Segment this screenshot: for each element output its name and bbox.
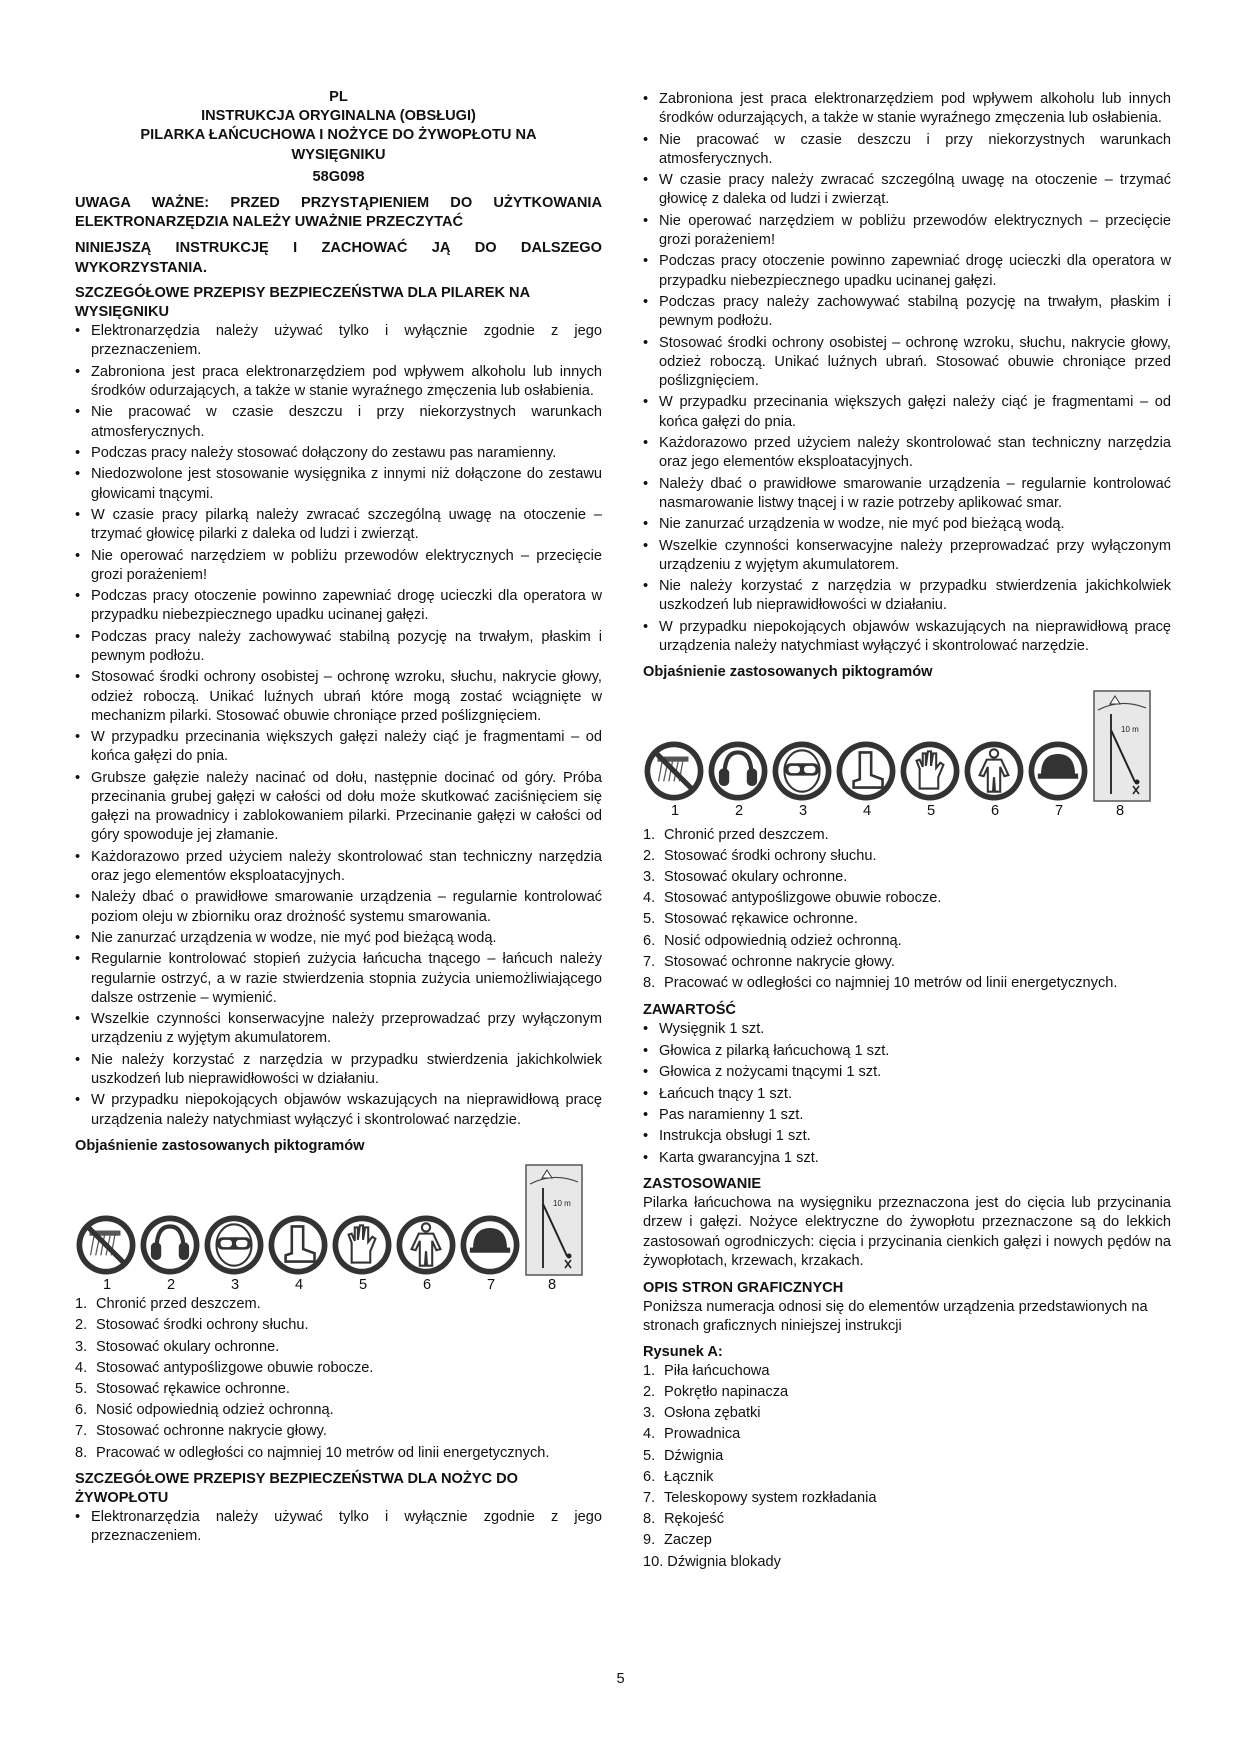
ear-protection-icon <box>707 740 769 802</box>
list-item: • Każdorazowo przed użyciem należy skontrolować stan techniczny narzędzia oraz jego elementów eksploatacyjnych. <box>643 434 1171 472</box>
hedge-safety-list-start <box>75 1508 602 1546</box>
list-item: 4. Stosować antypoślizgowe obuwie robocze. <box>643 890 942 907</box>
list-item: • Elektronarzędzia należy używać tylko i wyłącznie zgodnie z jego przeznaczeniem. <box>75 1508 602 1546</box>
list-item: • Należy dbać o prawidłowe smarowanie urządzenia – regularnie kontrolować nasmarowanie listwy tnącej i w razie potrzeby aplikować smar. <box>643 475 1171 513</box>
list-item: • W czasie pracy pilarką należy zwracać szczególną uwagę na otoczenie – trzymać głowicę pilarki z daleka od ludzi i zwierząt. <box>75 506 602 544</box>
pictograms-heading: Objaśnienie zastosowanych piktogramów <box>75 1137 365 1154</box>
list-item: • Wszelkie czynności konserwacyjne należy przeprowadzać przy wyłączonym urządzeniu z wyjętym akumulatorem. <box>75 1010 602 1048</box>
protective-suit-icon <box>395 1214 457 1276</box>
pictogram-number: 8 <box>547 1276 557 1293</box>
list-item: 6. Łącznik <box>643 1468 714 1485</box>
list-item: • Podczas pracy należy zachowywać stabilną pozycję na trwałym, płaskim i pewnym podłożu. <box>75 628 602 666</box>
list-item: • Podczas pracy otoczenie powinno zapewniać drogę ucieczki dla operatora w przypadku niebezpiecznego upadku ucinanej gałęzi. <box>643 252 1171 290</box>
list-item: 8. Pracować w odległości co najmniej 10 metrów od linii energetycznych. <box>75 1444 550 1461</box>
list-item: 7. Stosować ochronne nakrycie głowy. <box>75 1423 327 1440</box>
list-item: • Instrukcja obsługi 1 szt. <box>643 1127 1171 1146</box>
contents-list <box>643 1020 1171 1168</box>
list-item: • Pas naramienny 1 szt. <box>643 1106 1171 1125</box>
list-item: 2. Pokrętło napinacza <box>643 1383 789 1400</box>
list-item: • W przypadku przecinania większych gałęzi należy ciąć je fragmentami – od końca gałęzi do pnia. <box>643 393 1171 431</box>
list-item: 2. Stosować środki ochrony słuchu. <box>643 847 877 864</box>
saw-safety-list <box>75 322 602 1130</box>
list-item: • Regularnie kontrolować stopień zużycia łańcucha tnącego – łańcuch należy regularnie ostrzyć, a w razie stwierdzenia stopnia zużycia uniemożliwiającego dalsze ostrzenie – wymienić. <box>75 950 602 1008</box>
list-item: • W przypadku przecinania większych gałęzi należy ciąć je fragmentami – od końca gałęzi do pnia. <box>75 728 602 766</box>
figure-parts-list <box>643 1362 1171 1572</box>
right-column <box>643 90 1171 1574</box>
pictogram-number: 2 <box>166 1276 176 1293</box>
power-line-distance-icon <box>1093 690 1151 802</box>
list-item: • W czasie pracy należy zwracać szczególną uwagę na otoczenie – trzymać głowicę z daleka od ludzi i zwierząt. <box>643 171 1171 209</box>
pictogram-number: 7 <box>1054 803 1064 820</box>
list-item: • Stosować środki ochrony osobistej – ochronę wzroku, słuchu, nakrycie głowy, odzież roboczą. Unikać luźnych ubrań. Stosować obuwie chroniące przed poślizgnięciem. <box>643 334 1171 392</box>
list-item: 3. Stosować okulary ochronne. <box>643 868 848 885</box>
pictogram-strip <box>75 1164 602 1295</box>
pictogram-number: 1 <box>670 803 680 820</box>
pictogram-number: 4 <box>862 803 872 820</box>
list-item: • Wszelkie czynności konserwacyjne należy przeprowadzać przy wyłączonym urządzeniu z wyjętym akumulatorem. <box>643 537 1171 575</box>
list-item: 1. Piła łańcuchowa <box>643 1362 770 1379</box>
pictogram-number: 3 <box>230 1276 240 1293</box>
list-item: • Zabroniona jest praca elektronarzędziem pod wpływem alkoholu lub innych środków odurzających, a także w stanie wyraźnego zmęczenia lub osłabienia. <box>643 90 1171 128</box>
usage-heading: ZASTOSOWANIE <box>643 1175 762 1192</box>
no-rain-icon <box>643 740 705 802</box>
pictogram-number: 8 <box>1115 803 1125 820</box>
product-title-cont: WYSIĘGNIKU <box>291 146 386 163</box>
list-item: • Zabroniona jest praca elektronarzędziem pod wpływem alkoholu lub innych środków odurzających, a także w stanie wyraźnego zmęczenia lub osłabienia. <box>75 363 602 401</box>
helmet-icon <box>1027 740 1089 802</box>
helmet-icon <box>459 1214 521 1276</box>
no-rain-icon <box>75 1214 137 1276</box>
pictogram-legend <box>75 1295 602 1463</box>
ear-protection-icon <box>139 1214 201 1276</box>
safety-boots-icon <box>267 1214 329 1276</box>
list-item: • Grubsze gałęzie należy nacinać od dołu, następnie docinać od góry. Próba przecinania grubej gałęzi w całości od dołu może skutkować zaciśnięciem się gałęzi na prowadnicy i zablokowaniem pilarki. Przecinanie gałęzi w całości od góry spowoduje jej złamanie. <box>75 769 602 846</box>
list-item: 5. Stosować rękawice ochronne. <box>643 911 858 928</box>
list-item: 5. Stosować rękawice ochronne. <box>75 1380 290 1397</box>
list-item: • Głowica z pilarką łańcuchową 1 szt. <box>643 1042 1171 1061</box>
product-title: PILARKA ŁAŃCUCHOWA I NOŻYCE DO ŻYWOPŁOTU NA <box>140 127 537 144</box>
pictogram-legend <box>643 826 1171 994</box>
list-item: • Nie należy korzystać z narzędzia w przypadku stwierdzenia jakichkolwiek uszkodzeń lub nieprawidłowości w działaniu. <box>643 577 1171 615</box>
usage-text: Pilarka łańcuchowa na wysięgniku przeznaczona jest do cięcia lub przycinania drzew i gałęzi. Nożyce elektryczne do żywopłotu przeznaczone są do lekkich zastosowań ogrodniczych: cięcia i przycinania cienkich gałęzi i nowych pędów na żywopłotach, krzewach, krzakach. <box>643 1195 1171 1269</box>
list-item: 3. Stosować okulary ochronne. <box>75 1338 280 1355</box>
gloves-icon <box>899 740 961 802</box>
pictogram-number: 6 <box>422 1276 432 1293</box>
list-item: 9. Zaczep <box>643 1532 712 1549</box>
list-item: • Nie zanurzać urządzenia w wodze, nie myć pod bieżącą wodą. <box>75 929 602 948</box>
list-item: • Podczas pracy należy stosować dołączony do zestawu pas naramienny. <box>75 444 602 463</box>
pictogram-number: 5 <box>358 1276 368 1293</box>
pictogram-numbers <box>75 1276 602 1295</box>
pictogram-number: 6 <box>990 803 1000 820</box>
pictograms-heading: Objaśnienie zastosowanych piktogramów <box>643 664 933 681</box>
pictogram-number: 2 <box>734 803 744 820</box>
list-item: 5. Dźwignia <box>643 1447 724 1464</box>
model-number: 58G098 <box>312 168 365 185</box>
list-item: • Podczas pracy otoczenie powinno zapewniać drogę ucieczki dla operatora w przypadku niebezpiecznego upadku ucinanej gałęzi. <box>75 587 602 625</box>
document-title: INSTRUKCJA ORYGINALNA (OBSŁUGI) <box>201 108 476 125</box>
pictogram-row <box>643 690 1171 802</box>
figure-title: Rysunek A: <box>643 1343 723 1360</box>
safety-glasses-icon <box>203 1214 265 1276</box>
list-item: 1. Chronić przed deszczem. <box>75 1296 261 1313</box>
pictogram-number: 3 <box>798 803 808 820</box>
pictogram-numbers <box>643 802 1171 821</box>
list-item: • Każdorazowo przed użyciem należy skontrolować stan techniczny narzędzia oraz jego elementów eksploatacyjnych. <box>75 848 602 886</box>
left-column <box>75 88 602 1549</box>
graphics-intro: Poniższa numeracja odnosi się do elementów urządzenia przedstawionych na stronach graficznych niniejszej instrukcji <box>643 1299 1148 1335</box>
graphics-heading: OPIS STRON GRAFICZNYCH <box>643 1279 844 1296</box>
list-item: • Niedozwolone jest stosowanie wysięgnika z innymi niż dołączone do zestawu głowicami tnącymi. <box>75 465 602 503</box>
list-item: 7. Teleskopowy system rozkładania <box>643 1489 877 1506</box>
list-item: • Głowica z nożycami tnącymi 1 szt. <box>643 1063 1171 1082</box>
list-item: • Karta gwarancyjna 1 szt. <box>643 1149 1171 1168</box>
contents-heading: ZAWARTOŚĆ <box>643 1002 736 1019</box>
pictogram-number: 1 <box>102 1276 112 1293</box>
list-item: 10. Dźwignia blokady <box>643 1553 781 1570</box>
list-item: 4. Prowadnica <box>643 1426 741 1443</box>
list-item: • W przypadku niepokojących objawów wskazujących na nieprawidłową pracę urządzenia należy natychmiast wyłączyć i skontrolować narzędzie. <box>643 618 1171 656</box>
warning-text-1: UWAGA WAŻNE: PRZED PRZYSTĄPIENIEM DO UŻYTKOWANIA ELEKTRONARZĘDZIA NALEŻY UWAŻNIE PRZECZYTAĆ <box>75 195 602 231</box>
list-item: 6. Nosić odpowiednią odzież ochronną. <box>75 1402 334 1419</box>
pictogram-number: 5 <box>926 803 936 820</box>
list-item: 8. Rękojeść <box>643 1511 725 1528</box>
list-item: • Wysięgnik 1 szt. <box>643 1020 1171 1039</box>
list-item: • Nie zanurzać urządzenia w wodze, nie myć pod bieżącą wodą. <box>643 515 1171 534</box>
protective-suit-icon <box>963 740 1025 802</box>
list-item: 2. Stosować środki ochrony słuchu. <box>75 1317 309 1334</box>
saw-safety-heading: SZCZEGÓŁOWE PRZEPISY BEZPIECZEŃSTWA DLA PILAREK NA WYSIĘGNIKU <box>75 284 530 321</box>
list-item: • Elektronarzędzia należy używać tylko i wyłącznie zgodnie z jego przeznaczeniem. <box>75 322 602 360</box>
list-item: 6. Nosić odpowiednią odzież ochronną. <box>643 932 902 949</box>
list-item: • Podczas pracy należy zachowywać stabilną pozycję na trwałym, płaskim i pewnym podłożu. <box>643 293 1171 331</box>
hedge-safety-heading: SZCZEGÓŁOWE PRZEPISY BEZPIECZEŃSTWA DLA NOŻYC DO ŻYWOPŁOTU <box>75 1470 518 1506</box>
list-item: • Stosować środki ochrony osobistej – ochronę wzroku, słuchu, nakrycie głowy, odzież roboczą. Unikać luźnych ubrań które mogą zostać wciągnięte w mechanizm pilarki. Stosować obuwie chroniące przed poślizgnięciem. <box>75 668 602 726</box>
list-item: 7. Stosować ochronne nakrycie głowy. <box>643 953 895 970</box>
list-item: • Nie operować narzędziem w pobliżu przewodów elektrycznych – przecięcie grozi porażeniem! <box>643 212 1171 250</box>
pictogram-row <box>75 1164 602 1276</box>
list-item: 4. Stosować antypoślizgowe obuwie robocze. <box>75 1359 374 1376</box>
distance-label: 10 m <box>553 1198 571 1208</box>
list-item: 3. Osłona zębatki <box>643 1405 761 1422</box>
power-line-distance-icon <box>525 1164 583 1276</box>
hedge-safety-list-cont <box>643 90 1171 656</box>
list-item: • Łańcuch tnący 1 szt. <box>643 1085 1171 1104</box>
list-item: • Nie operować narzędziem w pobliżu przewodów elektrycznych – przecięcie grozi porażeniem! <box>75 547 602 585</box>
distance-label: 10 m <box>1121 725 1139 735</box>
list-item: • Nie należy korzystać z narzędzia w przypadku stwierdzenia jakichkolwiek uszkodzeń lub nieprawidłowości w działaniu. <box>75 1051 602 1089</box>
list-item: • Należy dbać o prawidłowe smarowanie urządzenia – regularnie kontrolować poziom oleju w zbiorniku oraz drożność systemu smarowania. <box>75 888 602 926</box>
language-code: PL <box>329 89 348 105</box>
pictogram-number: 4 <box>294 1276 304 1293</box>
pictogram-number: 7 <box>486 1276 496 1293</box>
list-item: • Nie pracować w czasie deszczu i przy niekorzystnych warunkach atmosferycznych. <box>75 403 602 441</box>
pictogram-strip <box>643 690 1171 821</box>
gloves-icon <box>331 1214 393 1276</box>
list-item: 8. Pracować w odległości co najmniej 10 metrów od linii energetycznych. <box>643 974 1118 991</box>
list-item: 1. Chronić przed deszczem. <box>643 826 829 843</box>
list-item: • Nie pracować w czasie deszczu i przy niekorzystnych warunkach atmosferycznych. <box>643 131 1171 169</box>
warning-text-2: NINIEJSZĄ INSTRUKCJĘ I ZACHOWAĆ JĄ DO DALSZEGO WYKORZYSTANIA. <box>75 240 602 276</box>
page-number: 5 <box>616 1671 625 1687</box>
safety-glasses-icon <box>771 740 833 802</box>
list-item: • W przypadku niepokojących objawów wskazujących na nieprawidłową pracę urządzenia należy natychmiast wyłączyć i skontrolować narzędzie. <box>75 1091 602 1129</box>
safety-boots-icon <box>835 740 897 802</box>
